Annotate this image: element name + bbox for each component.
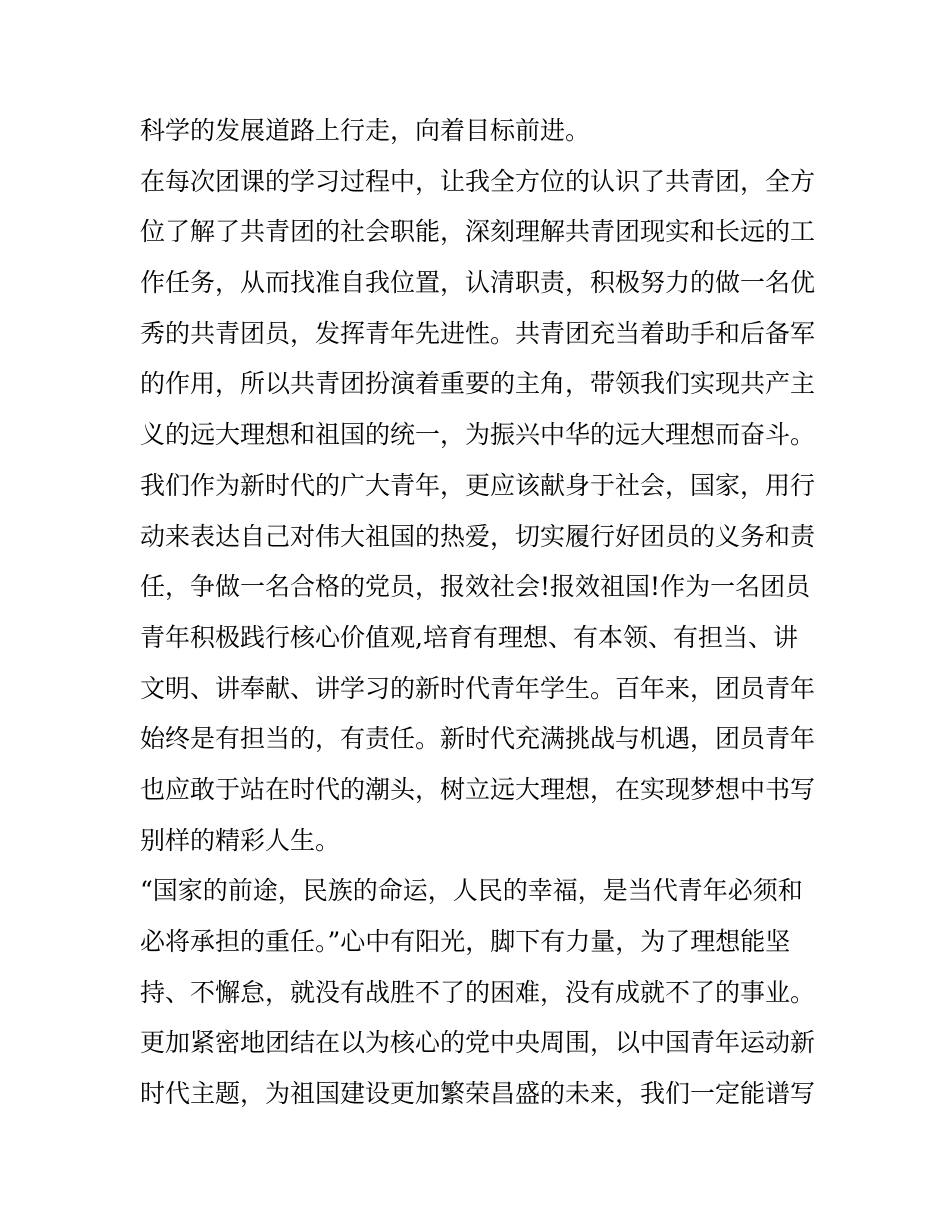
text-line: 必将承担的重任。”心中有阳光，脚下有力量，为了理想能坚 xyxy=(140,927,791,956)
text-line: 青年积极践行核心价值观,培育有理想、有本领、有担当、讲 xyxy=(140,622,798,652)
text-line: 我们作为新时代的广大青年，更应该献身于社会，国家，用行 xyxy=(140,470,816,500)
text-line: 别样的精彩人生。 xyxy=(140,825,341,855)
text-line: 作任务，从而找准自我位置，认清职责，积极努力的做一名优 xyxy=(140,268,816,298)
text-line: 更加紧密地团结在以为核心的党中央周围，以中国青年运动新 xyxy=(140,1028,816,1058)
text-line: 时代主题，为祖国建设更加繁荣昌盛的未来，我们一定能谱写 xyxy=(140,1079,816,1109)
text-line: 义的远大理想和祖国的统一，为振兴中华的远大理想而奋斗。 xyxy=(140,420,816,450)
text-line: “国家的前途，民族的命运，人民的幸福，是当代青年必须和 xyxy=(140,876,803,906)
text-line: 持、不懈怠，就没有战胜不了的困难，没有成就不了的事业。 xyxy=(140,977,816,1007)
text-line: 文明、讲奉献、讲学习的新时代青年学生。百年来，团员青年 xyxy=(140,673,816,703)
body-text xyxy=(140,106,840,1120)
text-line: 任，争做一名合格的党员，报效社会!报效祖国!作为一名团员 xyxy=(140,572,811,602)
text-line: 始终是有担当的，有责任。新时代充满挑战与机遇，团员青年 xyxy=(140,724,816,754)
text-line: 科学的发展道路上行走，向着目标前进。 xyxy=(140,116,591,145)
text-line: 动来表达自己对伟大祖国的热爱，切实履行好团员的义务和责 xyxy=(140,521,816,551)
text-line: 位了解了共青团的社会职能，深刻理解共青团现实和长远的工 xyxy=(140,217,816,247)
text-line: 的作用，所以共青团扮演着重要的主角，带领我们实现共产主 xyxy=(140,369,816,399)
text-line: 在每次团课的学习过程中，让我全方位的认识了共青团，全方 xyxy=(140,166,816,196)
text-line: 秀的共青团员，发挥青年先进性。共青团充当着助手和后备军 xyxy=(140,318,816,348)
text-line: 也应敢于站在时代的潮头，树立远大理想，在实现梦想中书写 xyxy=(140,774,816,804)
